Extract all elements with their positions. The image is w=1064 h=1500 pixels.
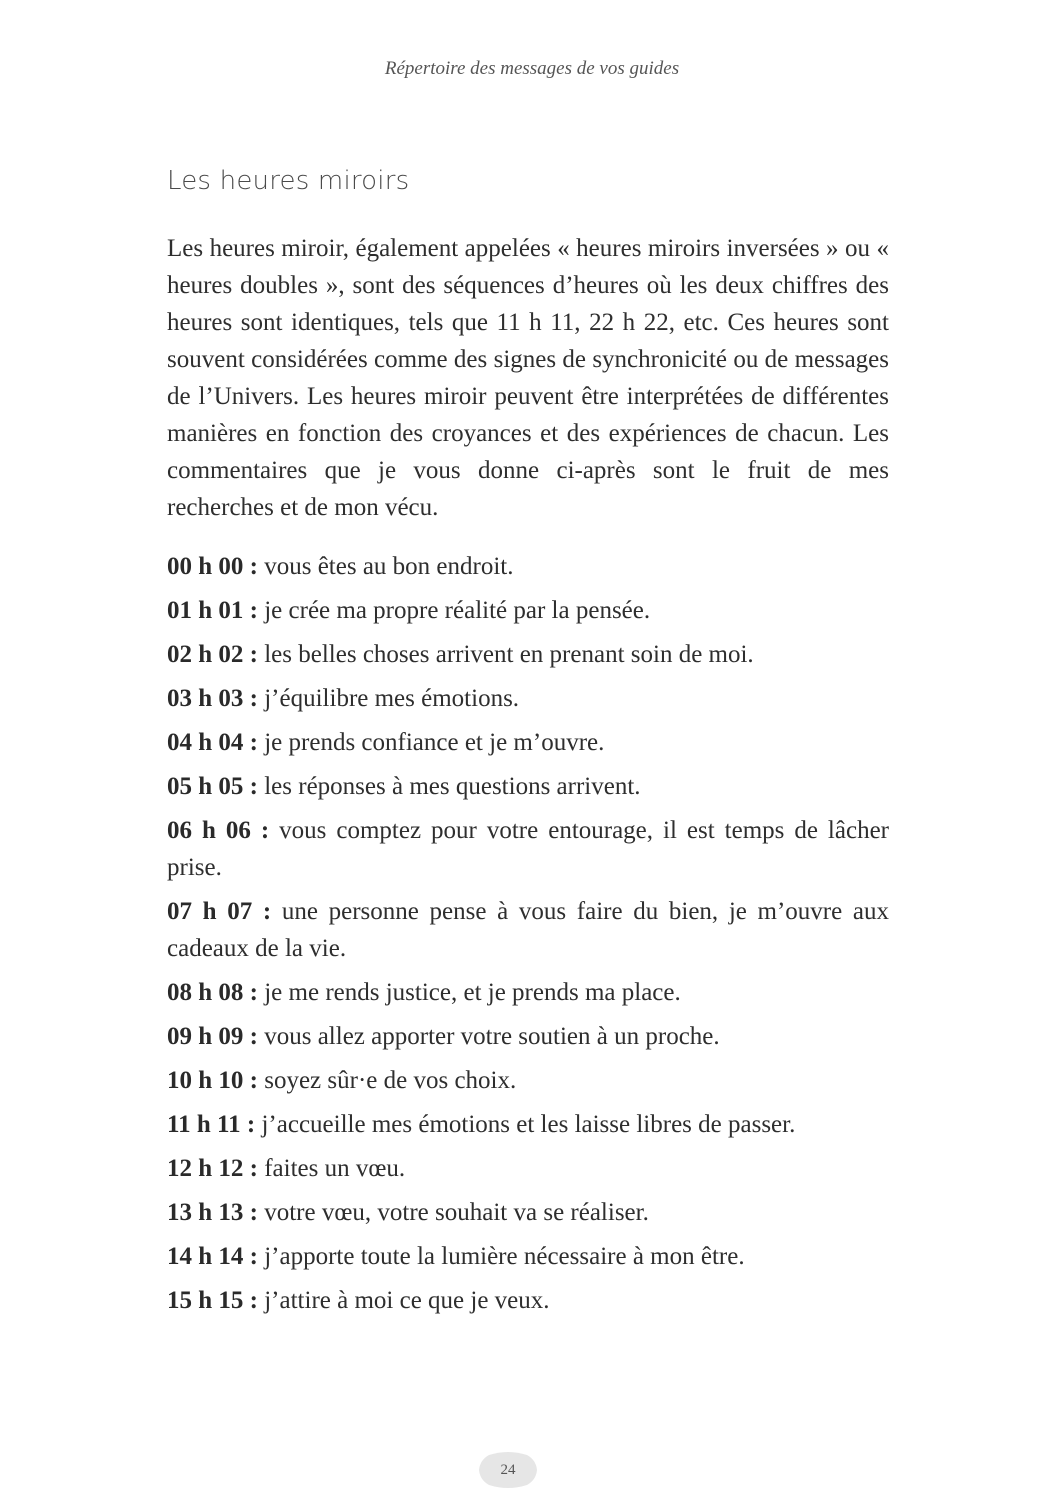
list-item [167,592,889,629]
hour-meaning: j’attire à moi ce que je veux. [257,1287,550,1314]
list-item [167,1282,889,1319]
hour-meaning: soyez sûr·e de vos choix. [257,1067,517,1094]
list-item [167,1062,889,1099]
hour-code: 12 h 12 : [167,1155,258,1182]
hour-code: 01 h 01 : [167,597,258,624]
hour-meaning: j’accueille mes émotions et les laisse libres de passer. [255,1111,796,1138]
page-number-badge [477,1452,539,1488]
running-header: Répertoire des messages de vos guides [384,58,680,79]
hour-meaning: vous comptez pour votre entourage, il est temps de lâcher prise. [167,817,889,881]
hour-meaning: vous êtes au bon endroit. [257,553,514,580]
hour-code: 09 h 09 : [167,1023,258,1050]
hour-code: 03 h 03 : [167,685,258,712]
hour-meaning: je crée ma propre réalité par la pensée. [257,597,651,624]
hour-code: 08 h 08 : [167,979,258,1006]
hour-code: 00 h 00 : [167,553,258,580]
hour-meaning: j’équilibre mes émotions. [257,685,520,712]
hour-meaning: je prends confiance et je m’ouvre. [257,729,605,756]
list-item [167,636,889,673]
hour-code: 13 h 13 : [167,1199,258,1226]
list-item [167,893,889,967]
list-item [167,812,889,886]
hour-meaning: j’apporte toute la lumière nécessaire à mon être. [257,1243,745,1270]
page-number: 24 [500,1462,516,1478]
hour-meaning: votre vœu, votre souhait va se réaliser. [257,1199,649,1226]
hour-meaning: les belles choses arrivent en prenant soin de moi. [257,641,754,668]
hour-code: 07 h 07 : [167,898,272,925]
hour-code: 14 h 14 : [167,1243,258,1270]
hour-meaning: faites un vœu. [257,1155,406,1182]
mirror-hours-list [167,548,889,1326]
hour-meaning: une personne pense à vous faire du bien, je m’ouvre aux cadeaux de la vie. [167,898,889,962]
list-item [167,974,889,1011]
list-item [167,1238,889,1275]
list-item [167,548,889,585]
list-item [167,768,889,805]
hour-meaning: les réponses à mes questions arrivent. [257,773,641,800]
hour-code: 04 h 04 : [167,729,258,756]
list-item [167,1150,889,1187]
hour-code: 15 h 15 : [167,1287,258,1314]
hour-code: 06 h 06 : [167,817,270,844]
list-item [167,724,889,761]
hour-code: 05 h 05 : [167,773,258,800]
list-item [167,1194,889,1231]
section-title: Les heures miroirs [167,166,410,196]
hour-code: 10 h 10 : [167,1067,258,1094]
hour-meaning: je me rends justice, et je prends ma place. [257,979,681,1006]
list-item [167,1018,889,1055]
hour-meaning: vous allez apporter votre soutien à un proche. [257,1023,720,1050]
hour-code: 11 h 11 : [167,1111,256,1138]
hour-code: 02 h 02 : [167,641,258,668]
intro-paragraph: Les heures miroir, également appelées « heures miroirs inversées » ou « heures doubles », sont des séquences d’heures où les deux chiffres des heures sont identiques, tels que 11 h 11, 22 h 22, etc. Ces heures sont souvent considérées comme des signes de synchronicité ou de messages de l’Univers. Les heures miroir peuvent être interprétées de différentes manières en fonction des croyances et des expériences de chacun. Les commentaires que je vous donne ci-après sont le fruit de mes recherches et de mon vécu. [167,235,889,521]
list-item [167,1106,889,1143]
list-item [167,680,889,717]
